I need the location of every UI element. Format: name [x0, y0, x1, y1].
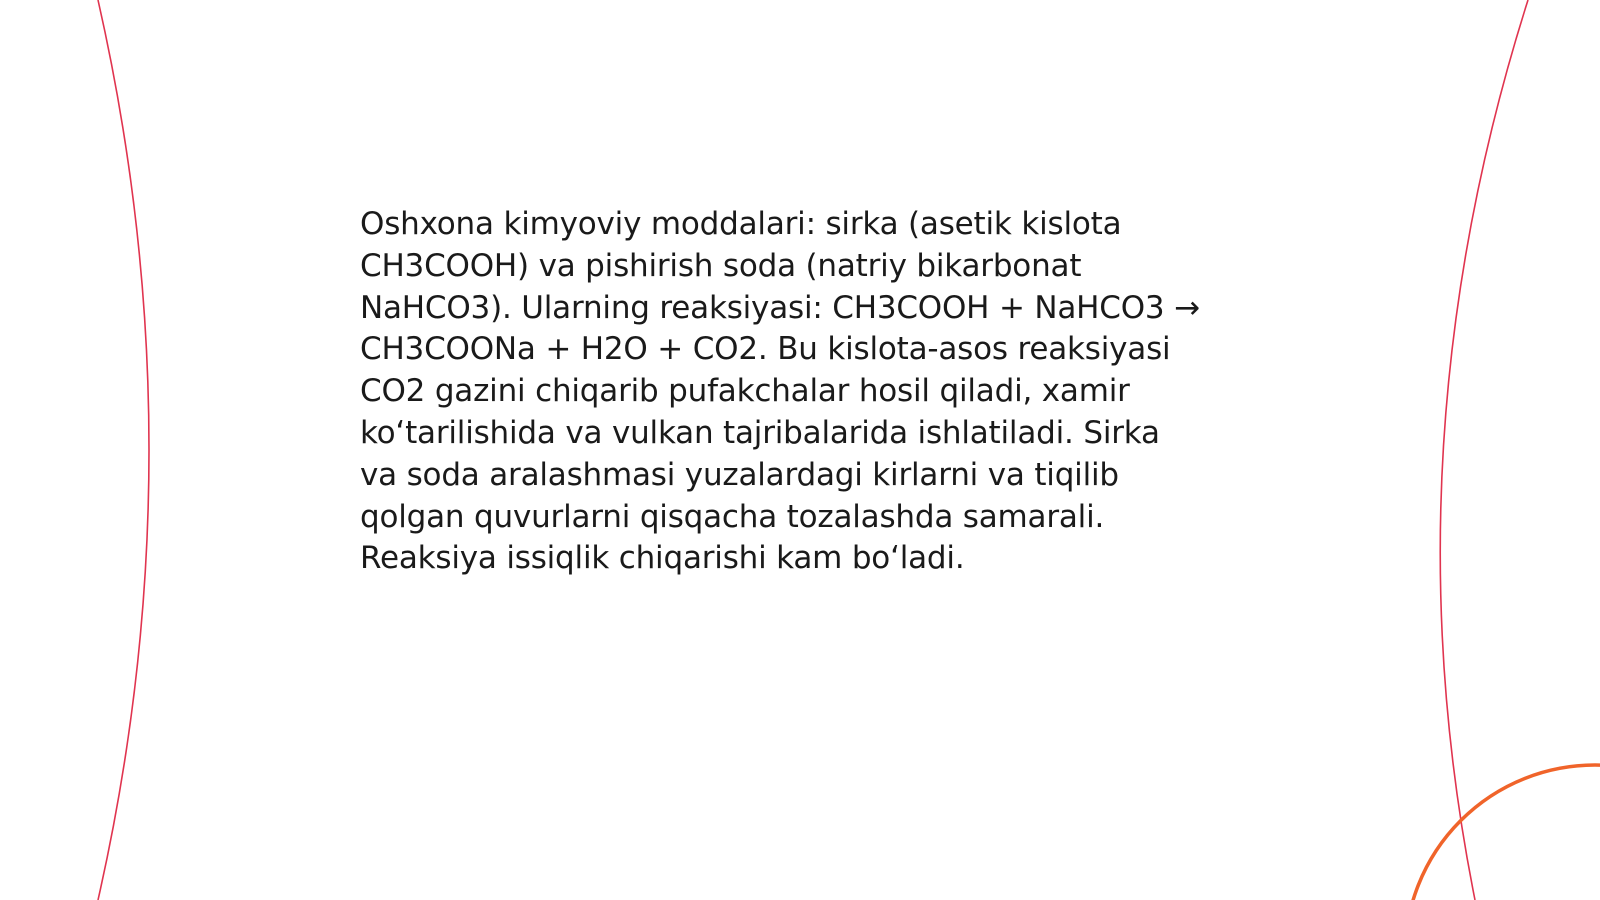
- body-line: Oshxona kimyoviy moddalari: sirka (asetik kislota: [360, 206, 1122, 242]
- orange-circle-accent: [1405, 765, 1600, 900]
- right-curve: [1440, 0, 1528, 900]
- body-line: koʻtarilishida va vulkan tajribalarida ishlatiladi. Sirka: [360, 414, 1160, 451]
- left-curve: [98, 0, 149, 900]
- body-line: qolgan quvurlarni qisqacha tozalashda samarali.: [360, 498, 1105, 535]
- body-line: NaHCO3). Ularning reaksiyasi: CH3COOH + NaHCO3 →: [360, 289, 1200, 326]
- body-line: CH3COOH) va pishirish soda (natriy bikarbonat: [360, 247, 1082, 284]
- body-line: va soda aralashmasi yuzalardagi kirlarni va tiqilib: [360, 456, 1119, 493]
- body-paragraph: [360, 204, 1260, 580]
- body-line: CO2 gazini chiqarib pufakchalar hosil qiladi, xamir: [360, 373, 1130, 410]
- body-line: Reaksiya issiqlik chiqarishi kam boʻladi.: [360, 540, 965, 577]
- body-line: CH3COONa + H2O + CO2. Bu kislota-asos reaksiyasi: [360, 331, 1171, 368]
